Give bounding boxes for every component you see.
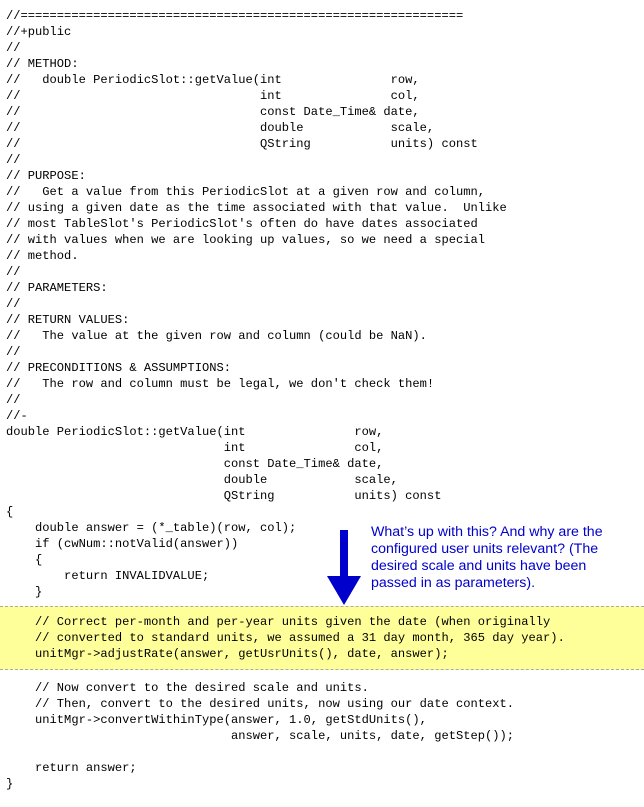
code-line: // method. [6,249,79,263]
code-line: // const Date_Time& date, [6,105,420,119]
code-line: // Now convert to the desired scale and units. [6,681,369,695]
code-line: // QString units) const [6,137,478,151]
code-line: // RETURN VALUES: [6,313,130,327]
code-line: // int col, [6,89,420,103]
code-line: // Correct per-month and per-year units given the date (when originally [6,615,551,629]
code-line: // [6,393,21,407]
code-line: { [6,553,43,567]
code-line: // [6,265,21,279]
code-line: // METHOD: [6,57,79,71]
code-line: // [6,41,21,55]
code-line: // PRECONDITIONS & ASSUMPTIONS: [6,361,231,375]
code-line: double PeriodicSlot::getValue(int row, [6,425,384,439]
code-line: // using a given date as the time associated with that value. Unlike [6,201,507,215]
code-line: //============================================================= [6,9,464,23]
code-line: // Then, convert to the desired units, now using our date context. [6,697,515,711]
code-line: // most TableSlot's PeriodicSlot's often do have dates associated [6,217,478,231]
code-line: return answer; [6,761,137,775]
code-line: } [6,585,43,599]
code-line: // Get a value from this PeriodicSlot at a given row and column, [6,185,485,199]
code-line: // with values when we are looking up values, so we need a special [6,233,485,247]
code-line: const Date_Time& date, [6,457,384,471]
code-line: // converted to standard units, we assumed a 31 day month, 365 day year). [6,631,565,645]
code-line: //- [6,409,28,423]
code-line: unitMgr->convertWithinType(answer, 1.0, getStdUnits(), [6,713,427,727]
code-line: // The value at the given row and column (could be NaN). [6,329,427,343]
code-header-block [6,8,507,504]
code-line: answer, scale, units, date, getStep()); [6,729,515,743]
code-line: // double scale, [6,121,435,135]
code-line: } [6,777,14,791]
code-line: // [6,345,21,359]
code-line: //+public [6,25,72,39]
code-line: int col, [6,441,384,455]
code-line: // PURPOSE: [6,169,86,183]
code-line: return INVALIDVALUE; [6,569,210,583]
code-function-body-end [6,680,514,792]
down-arrow-icon [327,530,361,606]
code-line: // [6,153,21,167]
code-line: unitMgr->adjustRate(answer, getUsrUnits(), date, answer); [6,647,449,661]
code-line: double scale, [6,473,398,487]
code-line: // [6,297,21,311]
code-line: double answer = (*_table)(row, col); [6,521,297,535]
code-line: // double PeriodicSlot::getValue(int row, [6,73,420,87]
code-line: if (cwNum::notValid(answer)) [6,537,239,551]
annotation-callout: What’s up with this? And why are the configured user units relevant? (The desired scale and units have been passed in as parameters). [371,524,603,591]
code-line: { [6,505,14,519]
code-line [6,744,514,760]
highlighted-code-block [6,614,565,662]
code-function-body-start [6,504,296,600]
code-line: QString units) const [6,489,442,503]
code-line: // PARAMETERS: [6,281,108,295]
code-line: // The row and column must be legal, we don't check them! [6,377,435,391]
